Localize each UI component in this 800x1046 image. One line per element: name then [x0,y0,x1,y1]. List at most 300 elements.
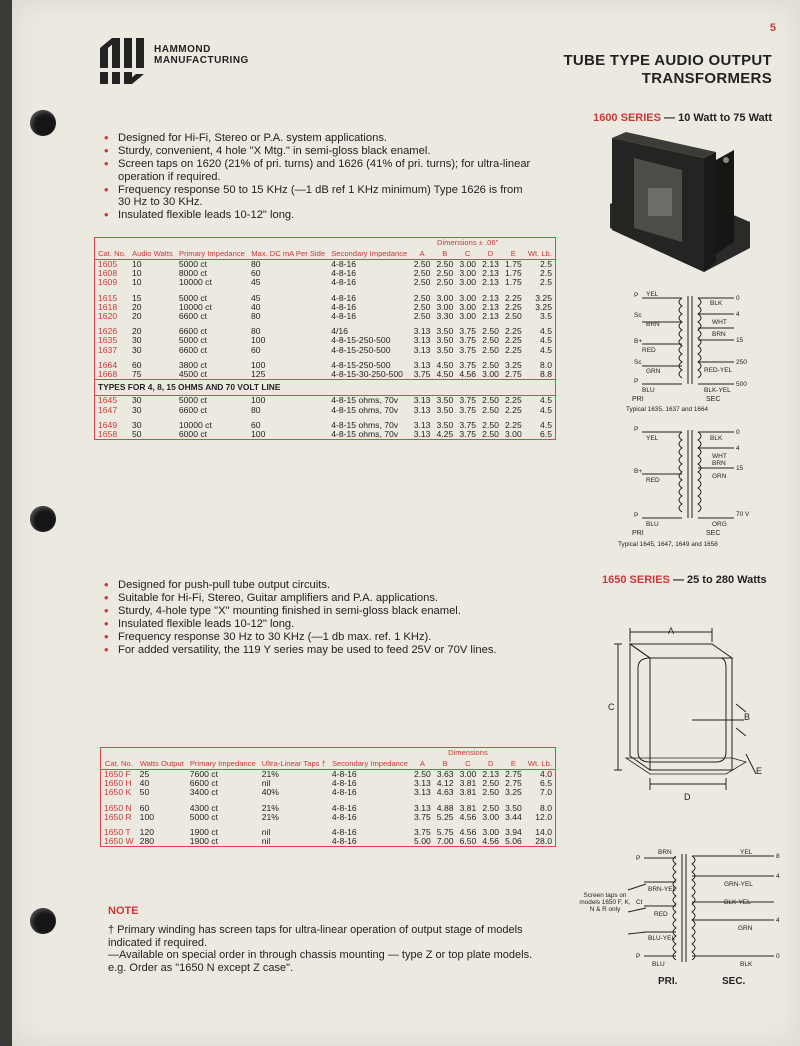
col-header: C [456,249,479,260]
table-cell: 100 [251,395,266,406]
table-cell: 8000 ct [178,268,208,279]
schematic-sec-label: SEC. [722,976,746,986]
schematic-label: YEL [646,435,659,442]
feature-item: • Sturdy, convenient, 4 hole "X Mtg." in semi-gloss black enamel. [104,145,536,158]
table-cell: 8.0 [540,802,552,813]
feature-item: • Insulated flexible leads 10-12" long. [104,618,544,631]
table-cell: 3.25 [505,787,522,798]
table-row [95,312,556,321]
table-cell: 3.50 [505,802,522,813]
table-cell: 3.00 [482,369,499,380]
table-cell: 3.25 [505,359,522,370]
feature-item: • Insulated flexible leads 10-12" long. [104,209,536,222]
table-cell: 4.0 [540,769,552,779]
table-cell: 2.50 [482,404,499,415]
table-cell: 2.50 [482,335,499,346]
table-cell: 4.63 [436,787,454,798]
schematic-1645-1658 [612,422,772,540]
schematic-label: P [634,512,639,519]
table-cell: 2.50 [413,268,431,279]
table-cell: 3.75 [459,429,477,440]
page-number: 5 [769,22,776,34]
schematic-label: BLK [710,435,723,442]
table-cell: 50 [132,429,142,440]
schematic-label: 4 [776,917,780,924]
table-cell: 4.88 [436,802,454,813]
table-cell: 4-8-16 [331,811,357,822]
brand-name: HAMMOND MANUFACTURING [154,44,249,66]
table-cell: 3.13 [413,404,431,415]
series-name: 1650 SERIES [602,574,670,586]
table-cell: 3.00 [505,429,522,440]
table-cell: 75 [132,369,142,380]
table-row [95,346,556,355]
table-cell: 5.25 [436,811,454,822]
table-cell: 5000 ct [178,395,208,406]
note-heading: NOTE [108,905,139,917]
table-cell: 4-8-16 [331,292,357,303]
table-cell: 4-8-15-250-500 [331,335,391,346]
table-cell: 2.50 [482,802,500,813]
table-cell: 3800 ct [178,359,208,370]
schematic-label: GRN-YEL [724,881,753,888]
hammond-logo-mark-icon [98,34,148,86]
schematic-label: 250 [736,359,747,366]
cat-no-cell: 1650 F [104,769,131,779]
table-cell: 4-8-16 [331,268,357,279]
series-1600-spec-table [94,237,556,440]
col-header: Max. DC mA Per Side [248,238,328,260]
table-cell: nil [261,827,271,838]
schematic-caption: Typical 1645, 1647, 1649 and 1658 [618,541,718,548]
table-cell: 30 [132,419,142,430]
table-cell: 3.00 [436,301,454,312]
table-cell: 3.75 [459,359,477,370]
cat-no-cell: 1650 K [104,787,132,798]
schematic-label: RED [654,911,668,918]
table-cell: 3.00 [436,292,454,303]
table-cell: 3.00 [459,268,477,279]
table-cell: 6000 ct [178,429,208,440]
title-line-2: TRANSFORMERS [641,70,772,87]
table-cell: 2.50 [436,268,454,279]
table-cell: 1.75 [505,277,522,288]
table-cell: 4-8-16 [331,301,357,312]
table-cell: 2.50 [413,292,431,303]
table-cell: 2.25 [505,292,522,303]
table-cell: 100 [251,429,266,440]
schematic-label: WHT [712,453,727,460]
schematic-label: 500 [736,381,747,388]
table-cell: 3.75 [459,419,477,430]
table-cell: 3.50 [436,404,454,415]
schematic-label: BLU [642,387,655,394]
transformer-1600-photo [604,130,754,280]
table-cell: 4-8-15-250-500 [331,359,391,370]
table-body [95,260,556,380]
cat-no-cell: 1650 W [104,836,134,847]
cat-no-cell: 1650 H [104,778,132,789]
table-cell: 3.75 [459,395,477,406]
table-cell: 3.50 [436,344,454,355]
table-cell: 4.56 [459,827,477,838]
table-body [95,396,556,440]
schematic-label: BRN-YEL [648,886,677,893]
table-cell: 3.00 [459,769,477,779]
cat-no-cell: 1658 [98,429,118,440]
schematic-pri-label: PRI [632,530,644,537]
table-cell: 20 [132,301,142,312]
schematic-label: Ct [636,899,643,906]
col-header: Secondary Impedance [329,748,411,770]
page-title [563,52,772,88]
table-cell: 6600 ct [189,778,218,789]
table-cell: 30 [132,404,142,415]
table-cell: 10000 ct [178,301,212,312]
table-cell: 4-8-16 [331,769,357,779]
table-cell: 2.25 [505,335,522,346]
table-cell: 25 [139,769,150,779]
dimension-label: C [608,702,615,712]
col-header: A [411,759,434,770]
cat-no-cell: 1668 [98,369,118,380]
table-cell: 3.13 [413,335,431,346]
dimension-label: D [684,792,691,802]
table-cell: 2.75 [505,778,522,789]
series-1600-heading [593,112,772,124]
schematic-caption: Typical 1635, 1637 and 1664 [626,406,709,413]
table-cell: 3.25 [535,292,552,303]
schematic-label: P [634,378,639,385]
table-cell: 2.50 [482,359,499,370]
schematic-label: BRN [712,460,726,467]
table-cell: 2.50 [482,778,500,789]
types-line: TYPES FOR 4, 8, 15 OHMS AND 70 VOLT LINE [95,380,556,396]
table-cell: 4/16 [331,326,348,337]
cat-no-cell: 1650 N [104,802,132,813]
schematic-pri-label: PRI [632,396,644,403]
schematic-label: 4 [736,311,740,318]
table-cell: 2.25 [505,301,522,312]
table-cell: 4.50 [436,359,454,370]
cat-no-cell: 1615 [98,292,118,303]
table-cell: 10 [132,268,142,279]
table-cell: 2.13 [482,277,499,288]
table-cell: 5.00 [414,836,431,847]
table-cell: 3.63 [436,769,454,779]
table-cell: 4-8-15 ohms, 70v [331,429,399,440]
table-cell: 3.00 [459,292,477,303]
table-cell: 3.75 [414,827,431,838]
table-cell: 2.13 [482,301,499,312]
table-cell: 120 [139,827,155,838]
table-cell: 3.50 [436,419,454,430]
schematic-label: P [636,953,641,960]
col-header: Ultra-Linear Taps † [259,748,329,770]
dimension-label: B [744,712,751,722]
schematic-label: BLU [646,521,659,528]
binder-hole [30,506,56,532]
schematic-label: GRN [646,368,661,375]
table-cell: 8.8 [540,369,552,380]
table-subheading [95,380,556,396]
table-cell: 6.5 [540,778,552,789]
table-cell: 3.13 [413,344,431,355]
cat-no-cell: 1609 [98,277,118,288]
table-cell: 3.94 [505,827,522,838]
table-cell: 4.56 [482,836,500,847]
table-cell: 3400 ct [189,787,218,798]
cat-no-cell: 1618 [98,301,118,312]
note-item: —Available on special order in through chassis mounting — type Z or top plate models. e.g. Order as "1650 N except Z case". [108,949,533,974]
col-header: Watts Output [137,748,187,770]
col-header: Primary Impedance [176,238,248,260]
table-cell: 4-8-16 [331,802,357,813]
table-cell: 5.06 [505,836,522,847]
table-cell: 60 [251,419,261,430]
schematic-label: BLU [652,961,665,968]
table-row [95,430,556,440]
schematic-label: 0 [776,953,780,960]
cat-no-cell: 1664 [98,359,118,370]
title-line-1: TUBE TYPE AUDIO OUTPUT [563,52,772,69]
col-header: A [411,249,434,260]
table-cell: 45 [251,277,261,288]
table-cell: 3.13 [414,802,431,813]
table-cell: 3.13 [413,326,431,337]
schematic-label: 0 [736,429,740,436]
cat-no-cell: 1620 [98,311,118,322]
transformer-1650-drawing [596,624,776,804]
schematic-label: 4 [776,873,780,880]
table-cell: 4.5 [540,419,552,430]
table-cell: 3.13 [414,778,431,789]
table-cell: 2.50 [482,787,500,798]
table-cell: 21% [261,769,279,779]
table-cell: 1.75 [505,268,522,279]
table-cell: 4-8-15 ohms, 70v [331,395,399,406]
table-cell: 3.00 [459,311,477,322]
series-range: — 25 to 280 Watts [672,574,767,586]
table-cell: 10000 ct [178,277,212,288]
col-header: C [457,759,480,770]
schematic-label: Sc [634,359,642,366]
schematic-label: RED-YEL [704,367,733,374]
table-cell: 4.56 [459,811,477,822]
schematic-1635-1637-1664 [612,288,772,406]
table-cell: 21% [261,811,279,822]
table-cell: 1.75 [505,259,522,269]
table-cell: 45 [251,292,261,303]
table-cell: 4.5 [540,326,552,337]
table-cell: 3.30 [436,311,454,322]
table-cell: 2.13 [482,769,500,779]
binder-hole [30,908,56,934]
schematic-label: 15 [736,465,744,472]
table-cell: 3.13 [413,359,431,370]
table-cell: 2.50 [482,419,499,430]
dimensions-header: Dimensions [448,748,488,757]
table-cell: 3.13 [413,395,431,406]
table-cell: 3.75 [459,404,477,415]
table-cell: 7.00 [436,836,454,847]
col-header: D [479,249,502,260]
schematic-label: P [636,855,641,862]
feature-item: • Suitable for Hi-Fi, Stereo, Guitar amplifiers and P.A. applications. [104,592,544,605]
table-cell: 60 [251,268,261,279]
table-cell: 2.50 [505,311,522,322]
table-cell: 2.50 [482,326,499,337]
table-cell: 3.81 [459,802,477,813]
table-cell: 4-8-16 [331,836,357,847]
table-cell: 2.50 [436,259,454,269]
schematic-pri-label: PRI. [658,976,678,986]
table-cell: 3.50 [436,326,454,337]
feature-item: • Designed for Hi-Fi, Stereo or P.A. system applications. [104,132,536,145]
cat-no-cell: 1637 [98,344,118,355]
table-cell: 80 [251,404,261,415]
schematic-label: GRN [738,925,753,932]
table-cell: 3.13 [413,429,431,440]
table-cell: 80 [251,326,261,337]
table-cell: 3.00 [459,259,477,269]
table-cell: 6.50 [459,836,477,847]
dimension-label: A [668,626,675,636]
table-cell: 10000 ct [178,419,212,430]
table-cell: 20 [132,326,142,337]
table-cell: 2.25 [505,344,522,355]
table-cell: 2.5 [540,268,552,279]
schematic-label: 4 [736,445,740,452]
schematic-label: P [634,292,639,299]
feature-item: • For added versatility, the 119 Y series may be used to feed 25V or 70V lines. [104,644,544,657]
col-header: E [502,759,525,770]
table-cell: 4.5 [540,404,552,415]
table-cell: 4-8-16 [331,311,357,322]
table-cell: 30 [132,335,142,346]
table-cell: 10 [132,259,142,269]
cat-no-cell: 1647 [98,404,118,415]
series-range: — 10 Watt to 75 Watt [664,112,772,124]
schematic-sec-label: SEC [706,396,721,403]
table-cell: 3.75 [459,326,477,337]
table-cell: 40% [261,787,279,798]
table-cell: 4500 ct [178,369,208,380]
schematic-label: BRN [658,849,672,856]
col-header: D [479,759,502,770]
dimensions-header: Dimensions ± .06" [437,238,499,247]
col-header: E [502,249,525,260]
table-cell: 40 [251,301,261,312]
cat-no-cell: 1650 T [104,827,131,838]
table-cell: 80 [251,311,261,322]
table-cell: 3.50 [436,335,454,346]
table-cell: 3.13 [414,787,431,798]
table-cell: 3.75 [414,811,431,822]
table-row [101,788,556,797]
schematic-label: BLU-YEL [648,935,676,942]
feature-item: • Frequency response 50 to 15 KHz (—1 dB ref 1 KHz minimum) Type 1626 is from 30 Hz to 30 KHz. [104,184,536,209]
table-cell: 4.25 [436,429,454,440]
table-cell: 20 [132,311,142,322]
table-cell: 100 [251,335,266,346]
table-cell: 12.0 [535,811,552,822]
table-row [95,370,556,380]
table-cell: 4300 ct [189,802,218,813]
table-cell: 2.13 [482,259,499,269]
feature-item: • Screen taps on 1620 (21% of pri. turns) and 1626 (41% of pri. turns); for ultra-linear operation if required. [104,158,536,183]
schematic-label: YEL [646,291,659,298]
table-cell: 4-8-15-250-500 [331,344,391,355]
table-cell: 4.5 [540,344,552,355]
table-cell: 30 [132,395,142,406]
table-cell: 3.00 [482,811,500,822]
table-cell: 10 [132,277,142,288]
table-cell: 3.50 [436,395,454,406]
table-cell: 3.25 [535,301,552,312]
cat-no-cell: 1635 [98,335,118,346]
table-cell: 100 [139,811,155,822]
schematic-label: YEL [740,849,753,856]
table-cell: 3.13 [413,419,431,430]
table-cell: 2.50 [413,301,431,312]
schematic-label: RED [646,477,660,484]
hammond-logo [98,34,298,90]
col-header: B [433,249,456,260]
table-cell: 6600 ct [178,326,208,337]
table-cell: 3.75 [413,369,431,380]
table-cell: 2.50 [413,311,431,322]
table-cell: 5000 ct [178,335,208,346]
table-cell: 2.25 [505,419,522,430]
table-cell: 30 [132,344,142,355]
table-cell: 3.00 [459,277,477,288]
catalog-page [12,0,800,1046]
table-cell: 4-8-15 ohms, 70v [331,419,399,430]
table-row [95,406,556,415]
binder-hole [30,110,56,136]
schematic-label: 0 [736,295,740,302]
table-cell: 28.0 [535,836,552,847]
schematic-label: BLK-YEL [724,899,751,906]
table-cell: 2.25 [505,326,522,337]
schematic-label: B+ [634,468,643,475]
table-cell: 4-8-16 [331,277,357,288]
series-1600-features [104,132,536,222]
cat-no-cell: 1645 [98,395,118,406]
table-cell: 4-8-16 [331,778,357,789]
schematic-label: 70 V [736,511,750,518]
table-cell: 15 [132,292,142,303]
table-cell: 2.25 [505,395,522,406]
series-1650-features [104,579,544,657]
schematic-label: BRN [712,331,726,338]
schematic-label: 8 [776,853,780,860]
table-cell: 2.50 [482,344,499,355]
table-cell: nil [261,836,271,847]
schematic-label: ORG [712,521,727,528]
table-cell: 5000 ct [178,292,208,303]
cat-no-cell: 1605 [98,259,118,269]
table-cell: 80 [251,259,261,269]
cat-no-cell: 1626 [98,326,118,337]
cat-no-cell: 1608 [98,268,118,279]
table-cell: 4-8-16 [331,827,357,838]
table-cell: 280 [139,836,155,847]
table-cell: 3.75 [459,344,477,355]
table-cell: 5000 ct [189,811,218,822]
col-header: Audio Watts [129,238,176,260]
